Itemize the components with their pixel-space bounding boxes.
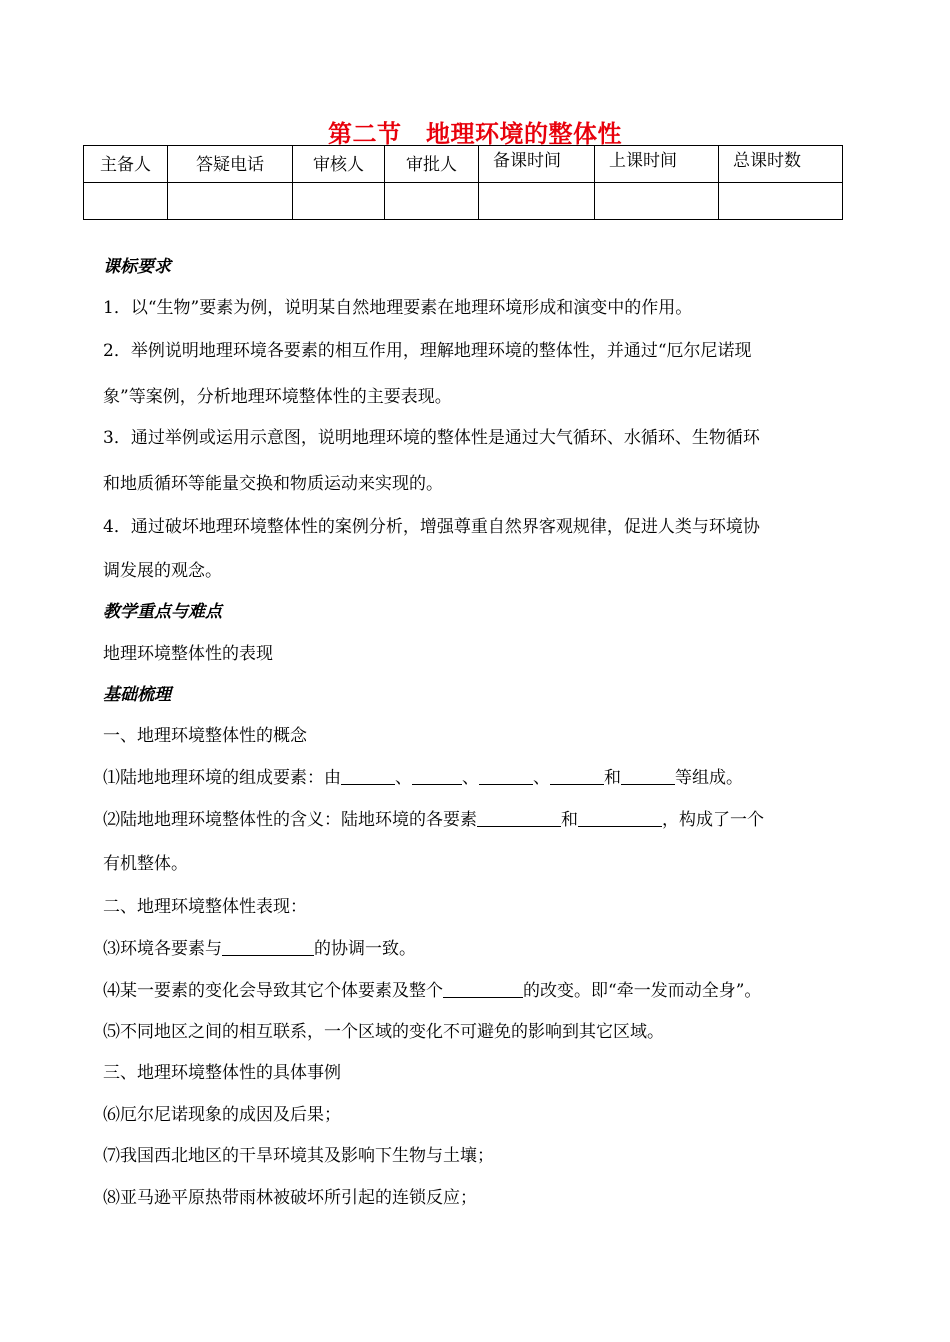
requirement-3-line2: 和地质循环等能量交换和物质运动来实现的。 [103, 474, 443, 494]
empty-cell [479, 183, 595, 220]
fill-blank[interactable] [550, 768, 604, 785]
empty-cell [168, 183, 293, 220]
empty-cell [84, 183, 168, 220]
question-5: ⑸不同地区之间的相互联系，一个区域的变化不可避免的影响到其它区域。 [103, 1022, 664, 1042]
fill-blank[interactable] [479, 768, 533, 785]
requirement-3-line1: 3．通过举例或运用示意图，说明地理环境的整体性是通过大气循环、水循环、生物循环 [103, 428, 760, 448]
heading-kebiao: 课标要求 [103, 257, 171, 277]
question-7: ⑺我国西北地区的干旱环境其及影响下生物与土壤； [103, 1146, 494, 1166]
empty-cell [719, 183, 843, 220]
requirement-2-line1: 2．举例说明地理环境各要素的相互作用，理解地理环境的整体性，并通过“厄尔尼诺现 [103, 341, 752, 361]
header-cell: 主备人 [84, 146, 168, 183]
heading-jichu: 基础梳理 [103, 685, 171, 705]
question-8: ⑻亚马逊平原热带雨林被破坏所引起的连锁反应； [103, 1188, 477, 1208]
section-3-title: 三、地理环境整体性的具体事例 [103, 1063, 341, 1083]
requirement-4-line1: 4．通过破坏地理环境整体性的案例分析，增强尊重自然界客观规律，促进人类与环境协 [103, 517, 760, 537]
requirement-1: 1．以“生物”要素为例，说明某自然地理要素在地理环境形成和演变中的作用。 [103, 298, 693, 318]
fill-blank[interactable] [443, 981, 523, 998]
section-2-title: 二、地理环境整体性表现： [103, 897, 307, 917]
fill-blank[interactable] [578, 810, 662, 827]
header-cell: 总课时数 [719, 146, 843, 183]
requirement-4-line2: 调发展的观念。 [103, 561, 222, 581]
empty-cell [385, 183, 479, 220]
empty-cell [595, 183, 719, 220]
header-cell: 答疑电话 [168, 146, 293, 183]
fill-blank[interactable] [412, 768, 462, 785]
key-point-text: 地理环境整体性的表现 [103, 644, 273, 664]
header-cell: 上课时间 [595, 146, 719, 183]
question-1: ⑴陆地地理环境的组成要素：由 、 、 、 和 等组成。 [103, 768, 743, 788]
lesson-info-table [83, 145, 843, 220]
question-2: ⑵陆地地理环境整体性的含义：陆地环境的各要素 和 ，构成了一个 [103, 810, 764, 830]
section-1-title: 一、地理环境整体性的概念 [103, 726, 307, 746]
page-title: 第二节 地理环境的整体性 [328, 120, 622, 148]
question-2-line2: 有机整体。 [103, 854, 188, 874]
requirement-2-line2: 象”等案例，分析地理环境整体性的主要表现。 [103, 387, 452, 407]
fill-blank[interactable] [621, 768, 675, 785]
table-header-row [84, 146, 843, 183]
question-6: ⑹厄尔尼诺现象的成因及后果； [103, 1105, 341, 1125]
header-cell: 审批人 [385, 146, 479, 183]
empty-cell [293, 183, 385, 220]
table-row [84, 183, 843, 220]
header-cell: 备课时间 [479, 146, 595, 183]
question-3: ⑶环境各要素与 的协调一致。 [103, 939, 416, 959]
fill-blank[interactable] [341, 768, 395, 785]
question-4: ⑷某一要素的变化会导致其它个体要素及整个 的改变。即“牵一发而动全身”。 [103, 981, 762, 1001]
heading-zhongdian: 教学重点与难点 [103, 602, 222, 622]
fill-blank[interactable] [222, 939, 314, 956]
fill-blank[interactable] [477, 810, 561, 827]
header-cell: 审核人 [293, 146, 385, 183]
